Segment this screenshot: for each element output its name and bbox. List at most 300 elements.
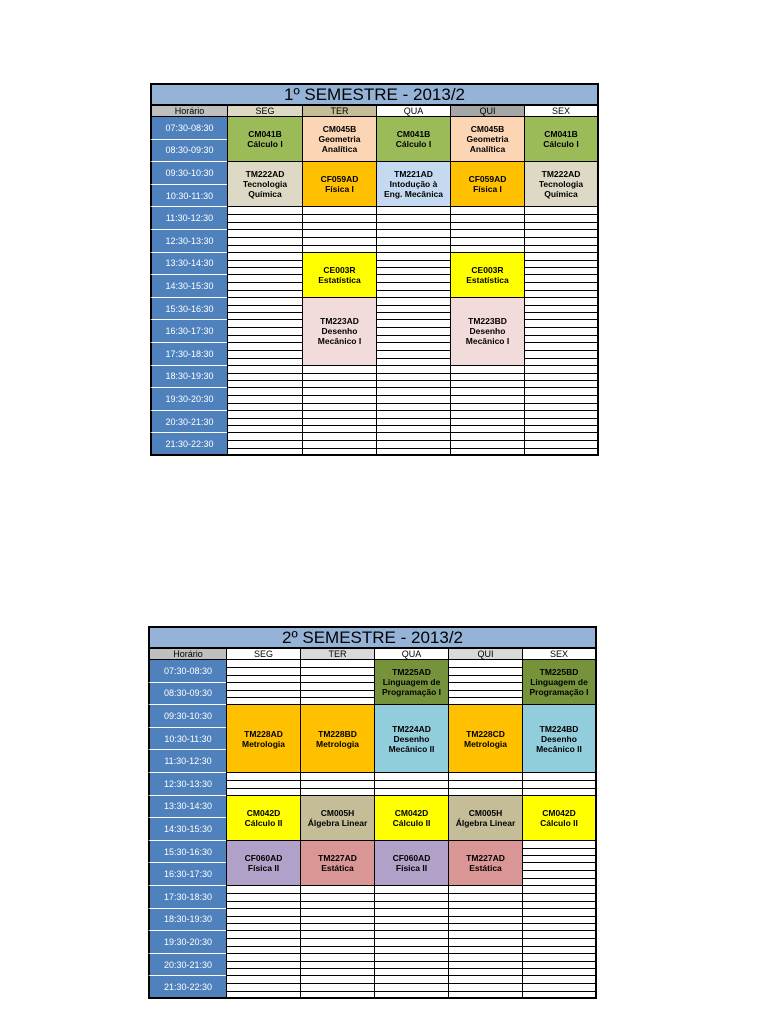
empty-slot (374, 931, 448, 954)
cell-divider (227, 991, 300, 992)
course-block (302, 298, 376, 366)
cell-divider (303, 245, 376, 246)
empty-slot (376, 253, 450, 276)
course-name: Mecânico I (465, 336, 510, 347)
cell-divider (227, 893, 300, 894)
empty-slot (302, 230, 376, 253)
empty-slot (227, 343, 302, 366)
empty-slot (450, 411, 524, 434)
cell-divider (228, 395, 302, 396)
cell-divider (228, 358, 302, 359)
course-block (227, 117, 302, 162)
empty-slot (300, 976, 374, 999)
cell-divider (303, 237, 376, 238)
cell-divider (377, 260, 450, 261)
course-name: Metrologia (242, 738, 285, 749)
empty-slot (448, 773, 522, 796)
cell-divider (523, 916, 595, 917)
empty-slot (374, 954, 448, 977)
cell-divider (449, 697, 522, 698)
course-name: Mecânico II (536, 743, 582, 754)
cell-divider (377, 305, 450, 306)
course-block (374, 796, 448, 841)
time-slot: 09:30-10:30 (150, 162, 227, 185)
cell-divider (228, 380, 302, 381)
cell-divider (525, 222, 597, 223)
cell-divider (301, 991, 374, 992)
empty-slot (448, 683, 522, 706)
cell-divider (227, 916, 300, 917)
empty-slot (302, 411, 376, 434)
empty-slot (524, 298, 599, 321)
cell-divider (377, 403, 450, 404)
cell-divider (449, 690, 522, 691)
header-day-qui: QUI (450, 106, 524, 117)
course-block (376, 117, 450, 162)
cell-divider (377, 358, 450, 359)
cell-divider (525, 260, 597, 261)
empty-slot (300, 773, 374, 796)
cell-divider (301, 938, 374, 939)
time-slot: 21:30-22:30 (148, 976, 226, 999)
course-code: CE003R (471, 264, 504, 275)
empty-slot (450, 433, 524, 456)
course-name: Química (248, 189, 282, 200)
course-block (450, 298, 524, 366)
empty-slot (226, 773, 300, 796)
cell-divider (228, 260, 302, 261)
empty-slot (522, 863, 597, 886)
empty-slot (448, 931, 522, 954)
cell-divider (451, 237, 524, 238)
empty-slot (524, 366, 599, 389)
cell-divider (377, 222, 450, 223)
empty-slot (300, 909, 374, 932)
schedule-semester-1 (150, 83, 599, 456)
cell-divider (301, 946, 374, 947)
course-name: Analítica (469, 144, 506, 155)
course-block (300, 796, 374, 841)
course-name: Cálculo II (540, 817, 578, 828)
cell-divider (228, 282, 302, 283)
cell-divider (449, 788, 522, 789)
course-block (226, 705, 300, 773)
course-code: TM222AD (541, 169, 581, 180)
cell-divider (227, 968, 300, 969)
empty-slot (227, 275, 302, 298)
cell-divider (303, 222, 376, 223)
time-slot: 09:30-10:30 (148, 705, 226, 728)
cell-divider (451, 373, 524, 374)
course-code: CM041B (544, 129, 578, 140)
cell-divider (301, 916, 374, 917)
empty-slot (376, 388, 450, 411)
empty-slot (227, 230, 302, 253)
cell-divider (449, 667, 522, 668)
course-name: Álgebra Linear (307, 817, 368, 828)
cell-divider (227, 983, 300, 984)
cell-divider (377, 267, 450, 268)
header-day-seg: SEG (226, 649, 300, 660)
schedule-title: 1º SEMESTRE - 2013/2 (150, 83, 599, 106)
time-slot: 15:30-16:30 (150, 298, 227, 321)
time-slot: 21:30-22:30 (150, 433, 227, 456)
cell-divider (227, 667, 300, 668)
cell-divider (303, 373, 376, 374)
course-name: Química (544, 189, 578, 200)
header-day-qui: QUI (448, 649, 522, 660)
cell-divider (377, 237, 450, 238)
course-code: CM041B (248, 129, 282, 140)
course-block (524, 117, 599, 162)
cell-divider (523, 991, 595, 992)
cell-divider (525, 380, 597, 381)
empty-slot (448, 660, 522, 683)
cell-divider (525, 358, 597, 359)
cell-divider (227, 938, 300, 939)
empty-slot (227, 320, 302, 343)
time-slot: 11:30-12:30 (150, 207, 227, 230)
cell-divider (451, 418, 524, 419)
cell-divider (525, 267, 597, 268)
time-slot: 20:30-21:30 (148, 954, 226, 977)
cell-divider (523, 848, 595, 849)
empty-slot (226, 660, 300, 683)
course-code: CM042D (246, 807, 281, 818)
header-horario: Horário (148, 649, 226, 660)
cell-divider (525, 290, 597, 291)
course-block (374, 660, 448, 705)
cell-divider (228, 373, 302, 374)
course-code: CM005H (320, 807, 355, 818)
cell-divider (525, 350, 597, 351)
cell-divider (375, 983, 448, 984)
course-name: Analítica (321, 144, 358, 155)
cell-divider (377, 440, 450, 441)
cell-divider (525, 373, 597, 374)
course-name: Estatística (466, 274, 509, 285)
empty-slot (374, 909, 448, 932)
course-name: Física I (325, 184, 354, 195)
cell-divider (451, 403, 524, 404)
course-name: Metrologia (316, 738, 359, 749)
cell-divider (303, 448, 376, 449)
cell-divider (301, 780, 374, 781)
course-code: CM041B (396, 129, 431, 140)
cell-divider (377, 425, 450, 426)
time-slot: 12:30-13:30 (150, 230, 227, 253)
course-name: Geometria (318, 134, 361, 145)
empty-slot (302, 388, 376, 411)
course-block (450, 117, 524, 162)
course-name: Linguagem de (530, 677, 588, 688)
course-code: CM005H (468, 807, 503, 818)
cell-divider (377, 327, 450, 328)
course-name: Cálculo I (543, 139, 579, 150)
cell-divider (228, 237, 302, 238)
empty-slot (374, 886, 448, 909)
cell-divider (525, 440, 597, 441)
cell-divider (228, 448, 302, 449)
cell-divider (301, 690, 374, 691)
cell-divider (525, 418, 597, 419)
cell-divider (375, 968, 448, 969)
time-slot: 07:30-08:30 (150, 117, 227, 140)
course-name: Cálculo II (392, 817, 431, 828)
cell-divider (301, 923, 374, 924)
cell-divider (301, 983, 374, 984)
cell-divider (375, 780, 448, 781)
cell-divider (228, 214, 302, 215)
cell-divider (375, 901, 448, 902)
course-block (522, 796, 597, 841)
cell-divider (377, 448, 450, 449)
empty-slot (448, 909, 522, 932)
empty-slot (450, 366, 524, 389)
empty-slot (226, 931, 300, 954)
cell-divider (228, 312, 302, 313)
course-name: Geometria (466, 134, 509, 145)
cell-divider (449, 780, 522, 781)
time-slot: 08:30-09:30 (148, 683, 226, 706)
empty-slot (376, 320, 450, 343)
cell-divider (227, 690, 300, 691)
empty-slot (524, 320, 599, 343)
course-name: Desenho (541, 733, 577, 744)
cell-divider (449, 923, 522, 924)
empty-slot (448, 976, 522, 999)
cell-divider (451, 214, 524, 215)
cell-divider (227, 697, 300, 698)
cell-divider (303, 214, 376, 215)
time-slot: 13:30-14:30 (150, 253, 227, 276)
course-name: Estática (469, 862, 502, 873)
course-code: TM222AD (245, 169, 285, 180)
cell-divider (449, 968, 522, 969)
cell-divider (228, 267, 302, 268)
cell-divider (377, 290, 450, 291)
empty-slot (226, 886, 300, 909)
course-block (300, 705, 374, 773)
cell-divider (525, 282, 597, 283)
empty-slot (522, 954, 597, 977)
course-code: TM228BD (318, 728, 357, 739)
empty-slot (300, 683, 374, 706)
time-slot: 17:30-18:30 (148, 886, 226, 909)
empty-slot (302, 207, 376, 230)
empty-slot (374, 773, 448, 796)
course-code: CM045B (322, 124, 357, 135)
time-slot: 12:30-13:30 (148, 773, 226, 796)
cell-divider (301, 968, 374, 969)
schedule-semester-2 (148, 626, 597, 999)
cell-divider (303, 403, 376, 404)
cell-divider (523, 780, 595, 781)
course-code: TM225AD (392, 667, 431, 678)
cell-divider (523, 788, 595, 789)
time-slot: 14:30-15:30 (148, 818, 226, 841)
cell-divider (228, 403, 302, 404)
course-code: TM224BD (539, 723, 579, 734)
empty-slot (227, 207, 302, 230)
cell-divider (449, 901, 522, 902)
empty-slot (448, 954, 522, 977)
header-day-seg: SEG (227, 106, 302, 117)
cell-divider (523, 961, 595, 962)
empty-slot (376, 433, 450, 456)
cell-divider (451, 448, 524, 449)
cell-divider (377, 312, 450, 313)
course-code: CM042D (542, 807, 576, 818)
cell-divider (227, 675, 300, 676)
empty-slot (448, 886, 522, 909)
course-code: CF059AD (468, 174, 507, 185)
course-name: Cálculo I (247, 139, 283, 150)
cell-divider (523, 870, 595, 871)
cell-divider (377, 395, 450, 396)
course-code: CF060AD (392, 852, 431, 863)
empty-slot (376, 366, 450, 389)
empty-slot (524, 411, 599, 434)
header-day-sex: SEX (524, 106, 599, 117)
empty-slot (226, 909, 300, 932)
empty-slot (522, 976, 597, 999)
cell-divider (228, 327, 302, 328)
empty-slot (227, 433, 302, 456)
empty-slot (522, 886, 597, 909)
cell-divider (525, 312, 597, 313)
course-block (226, 841, 300, 886)
cell-divider (303, 418, 376, 419)
empty-slot (302, 433, 376, 456)
cell-divider (523, 901, 595, 902)
empty-slot (227, 366, 302, 389)
cell-divider (375, 938, 448, 939)
header-horario: Horário (150, 106, 227, 117)
cell-divider (301, 667, 374, 668)
course-name: Cálculo II (244, 817, 283, 828)
cell-divider (523, 878, 595, 879)
course-block (450, 253, 524, 298)
course-name: Tecnologia (538, 179, 584, 190)
time-slot: 08:30-09:30 (150, 140, 227, 163)
cell-divider (525, 335, 597, 336)
empty-slot (300, 954, 374, 977)
course-block (300, 841, 374, 886)
empty-slot (524, 388, 599, 411)
cell-divider (375, 923, 448, 924)
empty-slot (522, 841, 597, 864)
cell-divider (449, 675, 522, 676)
cell-divider (228, 440, 302, 441)
course-block (226, 796, 300, 841)
cell-divider (377, 373, 450, 374)
empty-slot (227, 298, 302, 321)
empty-slot (226, 683, 300, 706)
empty-slot (226, 954, 300, 977)
empty-slot (376, 230, 450, 253)
schedule-title: 2º SEMESTRE - 2013/2 (148, 626, 597, 649)
course-name: Estatística (318, 274, 361, 285)
course-block (522, 705, 597, 773)
empty-slot (450, 388, 524, 411)
cell-divider (449, 938, 522, 939)
header-day-sex: SEX (522, 649, 597, 660)
cell-divider (377, 350, 450, 351)
course-name: Metrologia (464, 738, 507, 749)
empty-slot (302, 366, 376, 389)
cell-divider (451, 440, 524, 441)
cell-divider (525, 425, 597, 426)
cell-divider (525, 214, 597, 215)
course-block (450, 162, 524, 207)
empty-slot (524, 253, 599, 276)
time-slot: 13:30-14:30 (148, 796, 226, 819)
course-name: Mecânico II (388, 743, 435, 754)
cell-divider (523, 893, 595, 894)
cell-divider (449, 946, 522, 947)
course-code: CF060AD (244, 852, 283, 863)
time-slot: 15:30-16:30 (148, 841, 226, 864)
header-day-ter: TER (302, 106, 376, 117)
course-name: Tecnologia (242, 179, 288, 190)
course-name: Desenho (393, 733, 430, 744)
cell-divider (449, 991, 522, 992)
cell-divider (375, 788, 448, 789)
empty-slot (226, 976, 300, 999)
empty-slot (300, 886, 374, 909)
empty-slot (376, 275, 450, 298)
header-day-qua: QUA (376, 106, 450, 117)
cell-divider (523, 923, 595, 924)
cell-divider (375, 916, 448, 917)
cell-divider (525, 245, 597, 246)
cell-divider (303, 395, 376, 396)
time-slot: 10:30-11:30 (148, 728, 226, 751)
cell-divider (303, 380, 376, 381)
course-code: TM227AD (318, 852, 357, 863)
cell-divider (227, 946, 300, 947)
course-name: Intodução à (389, 179, 438, 190)
cell-divider (227, 788, 300, 789)
time-slot: 18:30-19:30 (148, 909, 226, 932)
cell-divider (525, 237, 597, 238)
time-slot: 07:30-08:30 (148, 660, 226, 683)
course-block (374, 841, 448, 886)
cell-divider (523, 938, 595, 939)
cell-divider (301, 788, 374, 789)
course-block (227, 162, 302, 207)
empty-slot (524, 230, 599, 253)
empty-slot (374, 976, 448, 999)
empty-slot (450, 207, 524, 230)
course-name: Estática (321, 862, 354, 873)
cell-divider (228, 350, 302, 351)
empty-slot (300, 660, 374, 683)
cell-divider (375, 893, 448, 894)
course-code: TM223BD (468, 316, 507, 327)
course-code: CE003R (323, 264, 356, 275)
course-code: TM224AD (392, 723, 431, 734)
course-block (448, 705, 522, 773)
course-code: TM221AD (394, 169, 433, 180)
time-slot: 14:30-15:30 (150, 275, 227, 298)
cell-divider (451, 222, 524, 223)
cell-divider (451, 245, 524, 246)
course-block (302, 117, 376, 162)
cell-divider (375, 946, 448, 947)
cell-divider (449, 893, 522, 894)
